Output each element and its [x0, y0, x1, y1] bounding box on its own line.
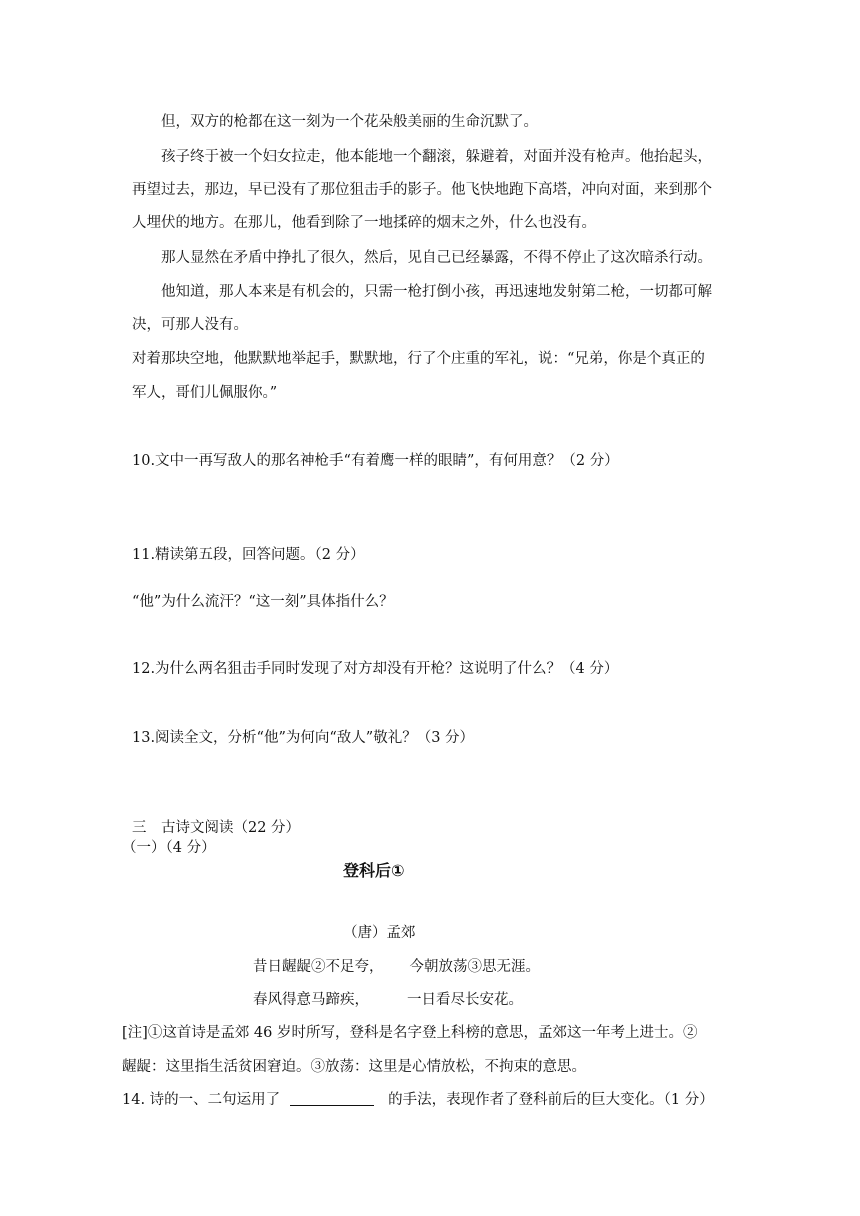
question-13: 13.阅读全文，分析“他”为何向“敌人”敬礼？（3 分） — [132, 730, 475, 746]
story-paragraph-line: 人埋伏的地方。在那儿，他看到除了一地揉碎的烟末之外，什么也没有。 — [132, 215, 596, 231]
question-14-text: 14. 诗的一、二句运用了 — [122, 1092, 281, 1108]
story-paragraph: 孩子终于被一个妇女拉走，他本能地一个翻滚，躲避着，对面并没有枪声。他抬起头， — [161, 149, 712, 165]
poem-verse: 昔日龌龊②不足夸， — [253, 959, 384, 975]
poem-verse: 今朝放荡③思无涯。 — [409, 959, 540, 975]
question-11-sub: “他”为什么流汗？“这一刻”具体指什么？ — [132, 594, 394, 610]
story-paragraph-line: 军人，哥们儿佩服你。” — [132, 385, 278, 401]
story-paragraph-line: 再望过去，那边，早已没有了那位狙击手的影子。他飞快地跑下高塔，冲向对面，来到那个 — [132, 182, 712, 198]
question-14-text: 的手法，表现作者了登科前后的巨大变化。（1 分） — [388, 1092, 714, 1108]
section-heading: 三 古诗文阅读（22 分） — [132, 820, 301, 836]
poem-line — [253, 990, 523, 1010]
poem-line — [253, 957, 540, 977]
story-paragraph: 对着那块空地，他默默地举起手，默默地，行了个庄重的军礼，说：“兄弟，你是个真正的 — [132, 351, 705, 367]
story-paragraph: 那人显然在矛盾中挣扎了很久，然后，见自己已经暴露，不得不停止了这次暗杀行动。 — [161, 250, 712, 266]
poem-verse: 春风得意马蹄疾， — [253, 992, 369, 1008]
story-paragraph-line: 决，可那人没有。 — [132, 317, 248, 333]
answer-blank[interactable] — [290, 1090, 374, 1106]
poem-title: 登科后① — [343, 861, 405, 880]
question-12: 12.为什么两名狙击手同时发现了对方却没有开枪？这说明了什么？（4 分） — [132, 661, 619, 677]
sub-section-heading: （一）（4 分） — [122, 840, 216, 856]
poem-verse: 一日看尽长安花。 — [407, 992, 523, 1008]
poem-author: （唐）孟郊 — [343, 925, 416, 941]
story-paragraph: 他知道，那人本来是有机会的，只需一枪打倒小孩，再迅速地发射第二枪，一切都可解 — [161, 284, 712, 300]
question-14 — [122, 1090, 714, 1110]
story-paragraph: 但，双方的枪都在这一刻为一个花朵般美丽的生命沉默了。 — [161, 114, 538, 130]
question-11: 11.精读第五段，回答问题。（2 分） — [132, 547, 365, 563]
poem-notes-line: 龌龊：这里指生活贫困窘迫。③放荡：这里是心情放松，不拘束的意思。 — [122, 1059, 586, 1075]
poem-notes-line: [注]①这首诗是孟郊 46 岁时所写，登科是名字登上科榜的意思，孟郊这一年考上进士。② — [122, 1025, 698, 1041]
question-10: 10.文中一再写敌人的那名神枪手“有着鹰一样的眼睛”，有何用意？（2 分） — [132, 453, 619, 469]
